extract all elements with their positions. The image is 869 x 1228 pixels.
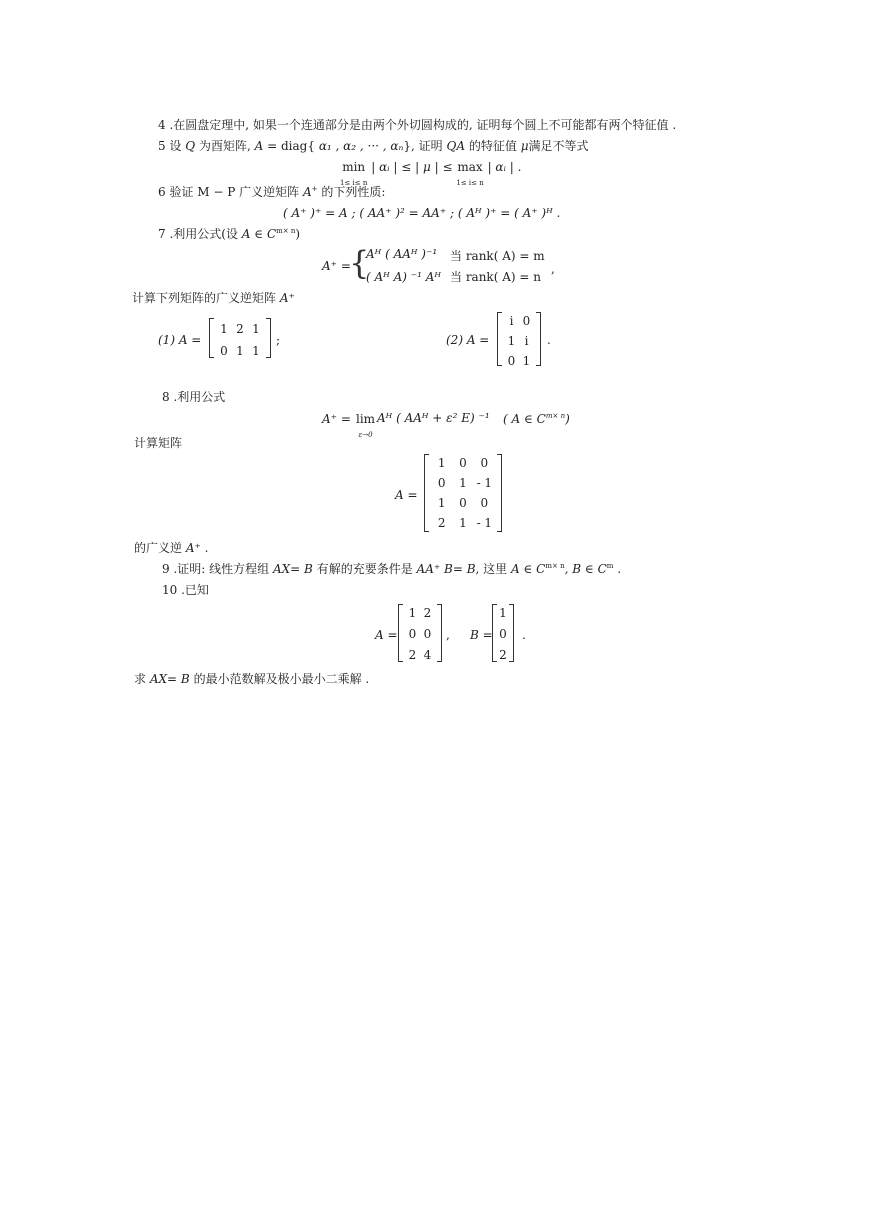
matrix-cell: 1: [252, 322, 260, 336]
p8-cond-close: ): [565, 412, 570, 426]
p5-max-sub: 1≤ i≤ n: [456, 179, 484, 187]
problem-6-properties: ( A⁺ )⁺ = A ; ( AA⁺ )² = AA⁺ ; ( Aᴴ )⁺ = ( A⁺ )ᴴ .: [283, 206, 561, 220]
p7-m2-grid: [498, 312, 540, 370]
matrix-cell: 0: [459, 456, 467, 470]
problem-10-statement: 10 .已知: [162, 583, 209, 597]
p10-question: [134, 672, 369, 686]
problem-9: [162, 562, 621, 576]
matrix-cell: 2: [423, 606, 432, 620]
p10-A-label: A =: [375, 628, 398, 642]
p5-min: min: [342, 160, 366, 174]
p9-A: A ∈ C: [511, 562, 546, 576]
p5-a: 5 设: [158, 139, 182, 153]
p7-lhs: A⁺ =: [322, 259, 351, 273]
p5-d: 的特征值: [468, 139, 517, 153]
matrix-cell: 1: [220, 322, 228, 336]
p7-m2-label: (2) A =: [446, 333, 490, 347]
p7-row2cond: 当 rank( A) = n: [450, 270, 541, 284]
matrix-cell: 1: [236, 344, 244, 358]
p8-tail-text: 的广义逆: [134, 541, 183, 555]
p5-brace-close: }: [403, 139, 412, 153]
p7-m1-grid: [210, 318, 270, 362]
p5-b: 为酉矩阵,: [198, 139, 251, 153]
matrix-cell: 0: [437, 476, 446, 490]
p5-c: , 证明: [411, 139, 443, 153]
p7-comma: ,: [551, 262, 555, 276]
problem-7-statement: [158, 227, 300, 241]
problem-8-statement: 8 .利用公式: [162, 390, 226, 404]
matrix-cell: 1: [499, 606, 507, 620]
p5-eq: = diag: [267, 139, 308, 153]
p7-brace: {: [349, 244, 370, 282]
matrix-cell: 2: [499, 648, 507, 662]
p5-Q: Q: [185, 139, 196, 153]
p8-A-label: A =: [395, 488, 418, 502]
p7-compute-text: 计算下列矩阵的广义逆矩阵: [132, 291, 277, 305]
matrix-cell: 2: [408, 648, 417, 662]
p10-eq: AX= B: [149, 672, 190, 686]
p10-A-matrix: [398, 604, 442, 662]
matrix-cell: 0: [480, 496, 489, 510]
p7-compute: [132, 291, 295, 305]
p7-m1-end: ;: [276, 333, 281, 347]
matrix-cell: 0: [220, 344, 228, 358]
p5-mid1: | αᵢ | ≤ | μ | ≤: [371, 160, 453, 174]
p9-b: 有解的充要条件是: [316, 562, 413, 576]
p8-lim-sub: ε→0: [358, 431, 373, 439]
matrix-cell: 4: [423, 648, 432, 662]
p7-m2-matrix: [497, 312, 541, 366]
matrix-cell: 2: [236, 322, 244, 336]
p6-b: 的下列性质:: [321, 185, 386, 199]
p7-m2-end: .: [547, 333, 551, 347]
matrix-cell: 0: [499, 627, 507, 641]
matrix-cell: 0: [408, 627, 417, 641]
p9-a: 9 .证明: 线性方程组: [162, 562, 270, 576]
matrix-cell: - 1: [476, 516, 493, 530]
matrix-cell: i: [509, 314, 514, 328]
p10-end: .: [522, 628, 526, 642]
p10-ask2: 的最小范数解及极小最小二乘解 .: [193, 672, 370, 686]
p7-close: ): [295, 227, 301, 241]
p8-compute: 计算矩阵: [134, 436, 183, 450]
p5-mid2: | αᵢ | .: [487, 160, 522, 174]
p8-tail: [134, 541, 209, 555]
p7-a: 7 .利用公式(设: [158, 227, 238, 241]
p5-brace-open: {: [307, 139, 315, 153]
matrix-cell: 1: [459, 516, 467, 530]
matrix-cell: 1: [408, 606, 417, 620]
matrix-cell: 1: [459, 476, 467, 490]
p10-B-label: B =: [470, 628, 493, 642]
p5-A: A: [254, 139, 264, 153]
matrix-cell: 0: [480, 456, 489, 470]
p7-row1cond: 当 rank( A) = m: [450, 249, 545, 263]
p8-Aplus: A⁺: [185, 541, 201, 555]
p8-lhs: A⁺ =: [322, 412, 351, 426]
matrix-cell: - 1: [476, 476, 493, 490]
p10-B-matrix: [492, 604, 514, 662]
p9-A-sup: m× n: [545, 562, 565, 570]
p5-max: max: [457, 160, 483, 174]
p7-sup: m× n: [276, 227, 296, 235]
p5-alphas: α₁ , α₂ , ··· , αₙ: [318, 139, 404, 153]
p9-e: .: [617, 562, 622, 576]
problem-6-statement: [158, 185, 385, 199]
matrix-cell: 2: [437, 516, 446, 530]
p8-lim: lim: [356, 412, 376, 426]
p9-eq2: AA⁺ B= B: [416, 562, 476, 576]
p8-cond-sup: m× n: [545, 412, 566, 420]
problem-5-statement: [158, 139, 589, 153]
p10-B-grid: [493, 604, 513, 664]
p9-B-sup: m: [606, 562, 614, 570]
matrix-cell: 1: [437, 456, 446, 470]
p8-period: .: [204, 541, 209, 555]
matrix-cell: i: [524, 334, 529, 348]
p9-d: , B ∈ C: [564, 562, 607, 576]
p5-max-block: [456, 160, 483, 190]
p6-a: 6 验证 M − P 广义逆矩阵: [158, 185, 300, 199]
p5-mu: μ: [520, 139, 529, 153]
p10-ask1: 求: [134, 672, 147, 686]
p9-c: , 这里: [475, 562, 508, 576]
p7-set: A ∈ C: [241, 227, 277, 241]
p8-cond-text: ( A ∈ C: [503, 412, 546, 426]
p8-rhs: Aᴴ ( AAᴴ + ε² E) ⁻¹: [377, 411, 490, 425]
matrix-cell: 1: [507, 334, 516, 348]
p10-sep: ,: [446, 628, 450, 642]
p7-m1-matrix: [209, 318, 271, 358]
p7-Aplus2: A⁺: [279, 291, 295, 305]
p5-e: 满足不等式: [528, 139, 589, 153]
matrix-cell: 1: [252, 344, 260, 358]
p7-row1: Aᴴ ( AAᴴ )⁻¹: [366, 247, 438, 261]
p9-eq: AX= B: [272, 562, 313, 576]
p8-cond: [503, 412, 570, 426]
matrix-cell: 1: [437, 496, 446, 510]
problem-4: 4 .在圆盘定理中, 如果一个连通部分是由两个外切圆构成的, 证明每个圆上不可能都有两个特征值 .: [158, 118, 677, 132]
matrix-cell: 0: [522, 314, 531, 328]
p5-min-sub: 1≤ i≤ n: [340, 179, 368, 187]
p8-matrix: [424, 454, 502, 532]
p8-grid: [425, 454, 501, 532]
matrix-cell: 0: [459, 496, 467, 510]
matrix-cell: 0: [423, 627, 432, 641]
p8-lim-block: [356, 412, 375, 442]
matrix-cell: 0: [507, 354, 516, 368]
p7-m1-label: (1) A =: [158, 333, 202, 347]
p5-QA: QA: [446, 139, 466, 153]
p6-Aplus: A: [302, 185, 312, 199]
p7-row2: ( Aᴴ A) ⁻¹ Aᴴ: [366, 270, 441, 284]
p6-plus: +: [311, 185, 318, 193]
p10-A-grid: [399, 604, 441, 664]
matrix-cell: 1: [522, 354, 531, 368]
